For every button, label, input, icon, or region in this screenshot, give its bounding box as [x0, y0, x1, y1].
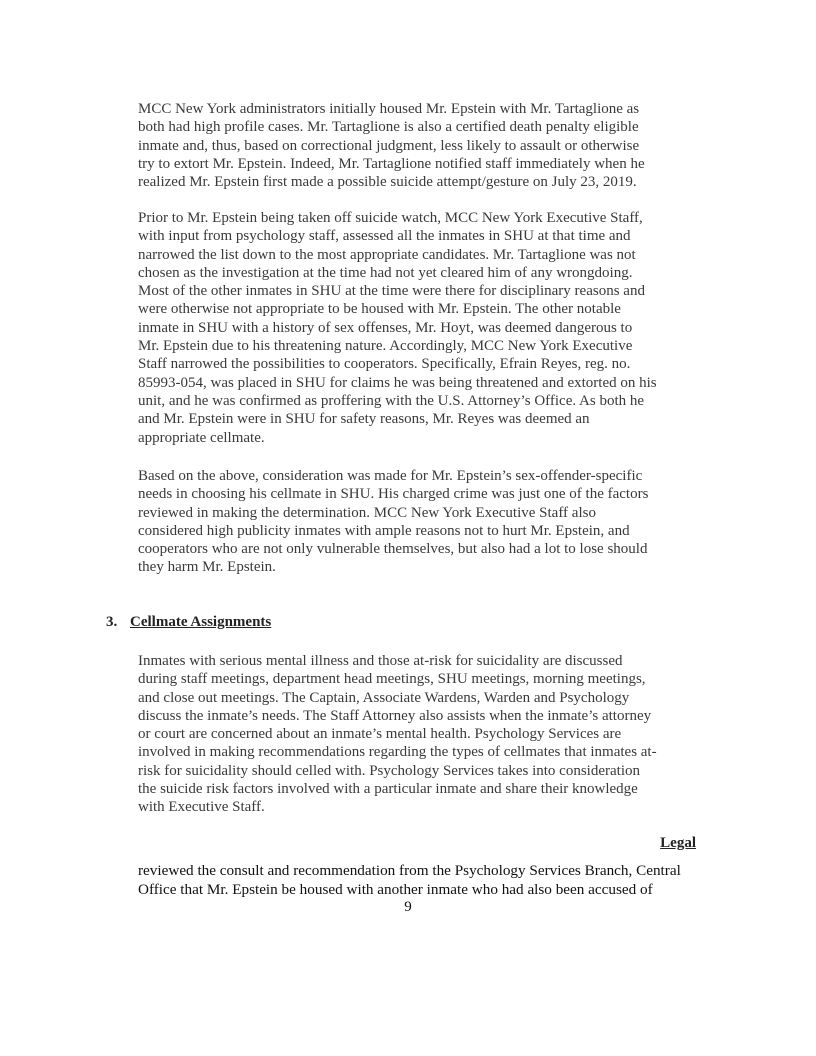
section-title: Cellmate Assignments: [130, 614, 272, 630]
paragraph-initial-housing: [138, 100, 718, 191]
text-line: involved in making recommendations regarding the types of cellmates that inmates at-: [138, 744, 657, 761]
text-line: inmate in SHU with a history of sex offenses, Mr. Hoyt, was deemed dangerous to: [138, 319, 633, 336]
text-line: or court are concerned about an inmate’s mental health. Psychology Services are: [138, 726, 622, 743]
text-line: Mr. Epstein due to his threatening nature. Accordingly, MCC New York Executive: [138, 338, 633, 355]
text-line: Inmates with serious mental illness and those at-risk for suicidality are discussed: [138, 653, 623, 669]
text-line: Staff narrowed the possibilities to cooperators. Specifically, Efrain Reyes, reg. no.: [138, 356, 631, 373]
text-line: risk for suicidality should celled with. Psychology Services takes into consideration: [138, 762, 640, 779]
text-line: Most of the other inmates in SHU at the time were there for disciplinary reasons and: [138, 283, 645, 300]
text-line: reviewed the consult and recommendation from the Psychology Services Branch, Central: [138, 862, 681, 879]
text-line: appropriate cellmate.: [138, 429, 265, 446]
text-line: realized Mr. Epstein first made a possible suicide attempt/gesture on July 23, 2019.: [138, 174, 637, 191]
text-line: 85993-054, was placed in SHU for claims he was being threatened and extorted on his: [138, 374, 657, 391]
text-line: cooperators who are not only vulnerable themselves, but also had a lot to lose should: [138, 541, 648, 558]
text-line: were otherwise not appropriate to be housed with Mr. Epstein. The other notable: [138, 301, 621, 318]
paragraph-legal-review: [138, 862, 718, 899]
text-line: discuss the inmate’s needs. The Staff Attorney also assists when the inmate’s attorney: [138, 707, 652, 724]
text-line: needs in choosing his cellmate in SHU. His charged crime was just one of the factors: [138, 486, 649, 503]
text-line: MCC New York administrators initially housed Mr. Epstein with Mr. Tartaglione as: [138, 101, 640, 117]
text-line: Based on the above, consideration was made for Mr. Epstein’s sex-offender-specific: [138, 468, 643, 484]
text-line: unit, and he was confirmed as proffering with the U.S. Attorney’s Office. As both he: [138, 392, 645, 409]
text-line: Office that Mr. Epstein be housed with another inmate who had also been accused of: [138, 880, 653, 898]
text-line: during staff meetings, department head meetings, SHU meetings, morning meetings,: [138, 671, 646, 688]
text-line: try to extort Mr. Epstein. Indeed, Mr. Tartaglione notified staff immediately when he: [138, 155, 645, 172]
text-line: they harm Mr. Epstein.: [138, 559, 276, 576]
text-line: and close out meetings. The Captain, Associate Wardens, Warden and Psychology: [138, 689, 630, 706]
text-line: chosen as the investigation at the time had not yet cleared him of any wrongdoing.: [138, 264, 633, 281]
section-heading: [106, 614, 271, 631]
text-line: narrowed the list down to the most appropriate candidates. Mr. Tartaglione was not: [138, 246, 636, 263]
paragraph-cellmate-selection: [138, 209, 718, 447]
text-line: the suicide risk factors involved with a particular inmate and share their knowledge: [138, 781, 638, 798]
text-line: considered high publicity inmates with ample reasons not to hurt Mr. Epstein, and: [138, 522, 630, 539]
legal-label: Legal: [660, 835, 696, 851]
text-line: with input from psychology staff, assessed all the inmates in SHU at that time and: [138, 228, 631, 245]
text-line: Prior to Mr. Epstein being taken off suicide watch, MCC New York Executive Staff,: [138, 210, 643, 226]
page-number: 9: [404, 899, 412, 915]
paragraph-mental-illness: [138, 652, 718, 817]
text-line: and Mr. Epstein were in SHU for safety reasons, Mr. Reyes was deemed an: [138, 411, 590, 428]
text-line: inmate and, thus, based on correctional judgment, less likely to assault or otherwise: [138, 137, 640, 154]
section-number: 3.: [106, 614, 118, 630]
text-line: with Executive Staff.: [138, 799, 265, 816]
paragraph-consideration: [138, 467, 718, 577]
text-line: reviewed in making the determination. MCC New York Executive Staff also: [138, 504, 596, 521]
text-line: both had high profile cases. Mr. Tartaglione is also a certified death penalty eligible: [138, 119, 639, 136]
